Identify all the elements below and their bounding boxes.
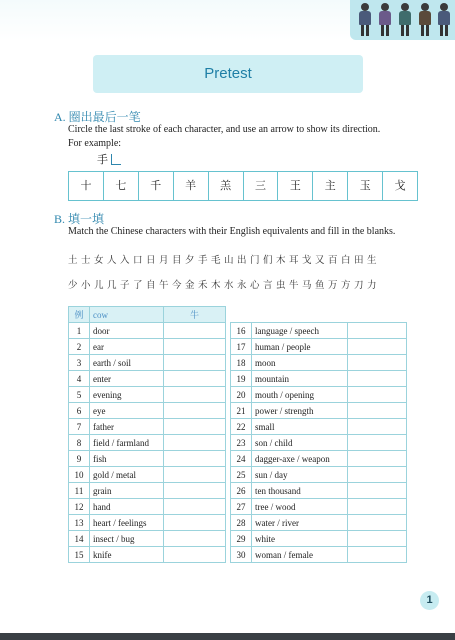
- child-figure: [437, 3, 451, 36]
- table-row: [69, 419, 226, 435]
- answer-blank[interactable]: [164, 435, 226, 451]
- row-number: 2: [69, 339, 90, 355]
- row-number: 20: [231, 387, 252, 403]
- answer-blank[interactable]: [164, 323, 226, 339]
- english-word: earth / soil: [90, 355, 164, 371]
- english-word: heart / feelings: [90, 515, 164, 531]
- answer-blank[interactable]: [164, 531, 226, 547]
- table-row: [231, 499, 407, 515]
- section-a-instruction: Circle the last stroke of each character, and use an arrow to show its direction.: [68, 124, 381, 135]
- answer-blank[interactable]: [348, 499, 407, 515]
- character-row: [68, 171, 418, 201]
- answer-blank[interactable]: [164, 387, 226, 403]
- english-word: mouth / opening: [252, 387, 348, 403]
- row-number: 21: [231, 403, 252, 419]
- english-word: hand: [90, 499, 164, 515]
- row-number: 1: [69, 323, 90, 339]
- table-row: [69, 323, 226, 339]
- row-number: 11: [69, 483, 90, 499]
- example-label: For example:: [68, 138, 122, 149]
- table-row: [231, 355, 407, 371]
- english-word: father: [90, 419, 164, 435]
- row-number: 例: [69, 307, 90, 323]
- character-cell[interactable]: 三: [244, 172, 279, 200]
- table-row: [231, 451, 407, 467]
- row-number: 25: [231, 467, 252, 483]
- row-number: 8: [69, 435, 90, 451]
- english-word: insect / bug: [90, 531, 164, 547]
- english-word: small: [252, 419, 348, 435]
- english-word: fish: [90, 451, 164, 467]
- character-cell[interactable]: 千: [139, 172, 174, 200]
- table-row: [231, 483, 407, 499]
- answer-blank[interactable]: [164, 451, 226, 467]
- table-row: [231, 547, 407, 563]
- bottom-border: [0, 633, 455, 640]
- example-row: [69, 307, 226, 323]
- answer-blank[interactable]: [348, 355, 407, 371]
- answer-blank[interactable]: [348, 387, 407, 403]
- child-figure: [418, 3, 432, 36]
- english-word: ten thousand: [252, 483, 348, 499]
- vocab-table-left: [68, 306, 226, 563]
- row-number: 29: [231, 531, 252, 547]
- character-cell[interactable]: 七: [104, 172, 139, 200]
- row-number: 17: [231, 339, 252, 355]
- table-row: [69, 531, 226, 547]
- child-figure: [378, 3, 392, 36]
- english-word: enter: [90, 371, 164, 387]
- table-row: [231, 387, 407, 403]
- table-row: [231, 515, 407, 531]
- row-number: 24: [231, 451, 252, 467]
- english-word: gold / metal: [90, 467, 164, 483]
- table-row: [231, 323, 407, 339]
- english-word: sun / day: [252, 467, 348, 483]
- answer-blank[interactable]: [348, 515, 407, 531]
- vocab-table-right: [230, 322, 407, 563]
- row-number: 28: [231, 515, 252, 531]
- row-number: 22: [231, 419, 252, 435]
- answer-blank[interactable]: [164, 419, 226, 435]
- table-row: [69, 515, 226, 531]
- character-cell[interactable]: 十: [69, 172, 104, 200]
- character-cell[interactable]: 戈: [394, 179, 406, 192]
- section-b-instruction: Match the Chinese characters with their English equivalents and fill in the blanks.: [68, 226, 396, 237]
- answer-blank[interactable]: [164, 499, 226, 515]
- section-b-heading: B. 填一填: [54, 212, 105, 226]
- answer-blank[interactable]: [348, 339, 407, 355]
- character-cell[interactable]: 玉: [348, 172, 383, 200]
- answer-blank[interactable]: [348, 467, 407, 483]
- english-word: human / people: [252, 339, 348, 355]
- english-word: tree / wood: [252, 499, 348, 515]
- table-row: [231, 339, 407, 355]
- character-cell[interactable]: 主: [313, 172, 348, 200]
- row-number: 6: [69, 403, 90, 419]
- table-row: [69, 483, 226, 499]
- row-number: 19: [231, 371, 252, 387]
- answer-blank[interactable]: [348, 323, 407, 339]
- character-cell[interactable]: 羊: [174, 172, 209, 200]
- english-word: knife: [90, 547, 164, 563]
- table-row: [231, 403, 407, 419]
- table-row: [231, 435, 407, 451]
- character-bank-line: 少小儿几子了自午今金禾木水永心言虫牛马鱼万方刀力: [68, 280, 381, 291]
- english-word: white: [252, 531, 348, 547]
- english-word: mountain: [252, 371, 348, 387]
- answer-blank[interactable]: [164, 483, 226, 499]
- row-number: 13: [69, 515, 90, 531]
- table-row: [69, 547, 226, 563]
- row-number: 7: [69, 419, 90, 435]
- english-word: woman / female: [252, 547, 348, 563]
- table-row: [69, 499, 226, 515]
- english-word: cow: [90, 307, 164, 323]
- row-number: 26: [231, 483, 252, 499]
- english-word: grain: [90, 483, 164, 499]
- page-title: Pretest: [93, 55, 363, 93]
- answer-blank[interactable]: [164, 547, 226, 563]
- character-cell[interactable]: 王: [278, 172, 313, 200]
- row-number: 16: [231, 323, 252, 339]
- english-word: dagger-axe / weapon: [252, 451, 348, 467]
- table-row: [69, 467, 226, 483]
- row-number: 3: [69, 355, 90, 371]
- row-number: 5: [69, 387, 90, 403]
- row-number: 9: [69, 451, 90, 467]
- english-word: door: [90, 323, 164, 339]
- answer-blank[interactable]: [348, 451, 407, 467]
- row-number: 12: [69, 499, 90, 515]
- answer-blank[interactable]: [348, 419, 407, 435]
- answer-blank[interactable]: [164, 515, 226, 531]
- table-row: [69, 435, 226, 451]
- child-figure: [358, 3, 372, 36]
- table-row: [69, 387, 226, 403]
- table-row: [231, 419, 407, 435]
- character-cell[interactable]: 羔: [209, 172, 244, 200]
- answer-blank[interactable]: [348, 371, 407, 387]
- section-a-heading: A. 圈出最后一笔: [54, 110, 141, 124]
- answer-blank[interactable]: [164, 339, 226, 355]
- answer-blank[interactable]: [348, 531, 407, 547]
- english-word: evening: [90, 387, 164, 403]
- answer-blank[interactable]: [164, 371, 226, 387]
- answer-blank[interactable]: [348, 403, 407, 419]
- table-row: [231, 531, 407, 547]
- answer-blank[interactable]: [164, 403, 226, 419]
- row-number: 14: [69, 531, 90, 547]
- answer-blank[interactable]: [348, 483, 407, 499]
- english-word: ear: [90, 339, 164, 355]
- answer-blank[interactable]: [348, 435, 407, 451]
- page-number: 1: [420, 591, 439, 610]
- character-bank-line: 土士女人入口日月目夕手毛山出门们木耳戈又百白田生: [68, 255, 381, 266]
- answer-blank[interactable]: [348, 547, 407, 563]
- row-number: 18: [231, 355, 252, 371]
- english-word: language / speech: [252, 323, 348, 339]
- example-character: 手: [97, 153, 108, 166]
- table-row: [69, 371, 226, 387]
- child-figure: [398, 3, 412, 36]
- english-word: eye: [90, 403, 164, 419]
- arrow-icon: [111, 154, 121, 165]
- table-row: [69, 355, 226, 371]
- row-number: 10: [69, 467, 90, 483]
- row-number: 27: [231, 499, 252, 515]
- children-illustration: [350, 0, 455, 40]
- answer-blank[interactable]: [164, 355, 226, 371]
- table-row: [231, 371, 407, 387]
- english-word: water / river: [252, 515, 348, 531]
- row-number: 23: [231, 435, 252, 451]
- answer-cell: 牛: [164, 307, 226, 323]
- table-row: [69, 451, 226, 467]
- row-number: 15: [69, 547, 90, 563]
- english-word: power / strength: [252, 403, 348, 419]
- table-row: [69, 403, 226, 419]
- table-row: [231, 467, 407, 483]
- row-number: 4: [69, 371, 90, 387]
- answer-blank[interactable]: [164, 467, 226, 483]
- table-row: [69, 339, 226, 355]
- row-number: 30: [231, 547, 252, 563]
- english-word: field / farmland: [90, 435, 164, 451]
- english-word: son / child: [252, 435, 348, 451]
- english-word: moon: [252, 355, 348, 371]
